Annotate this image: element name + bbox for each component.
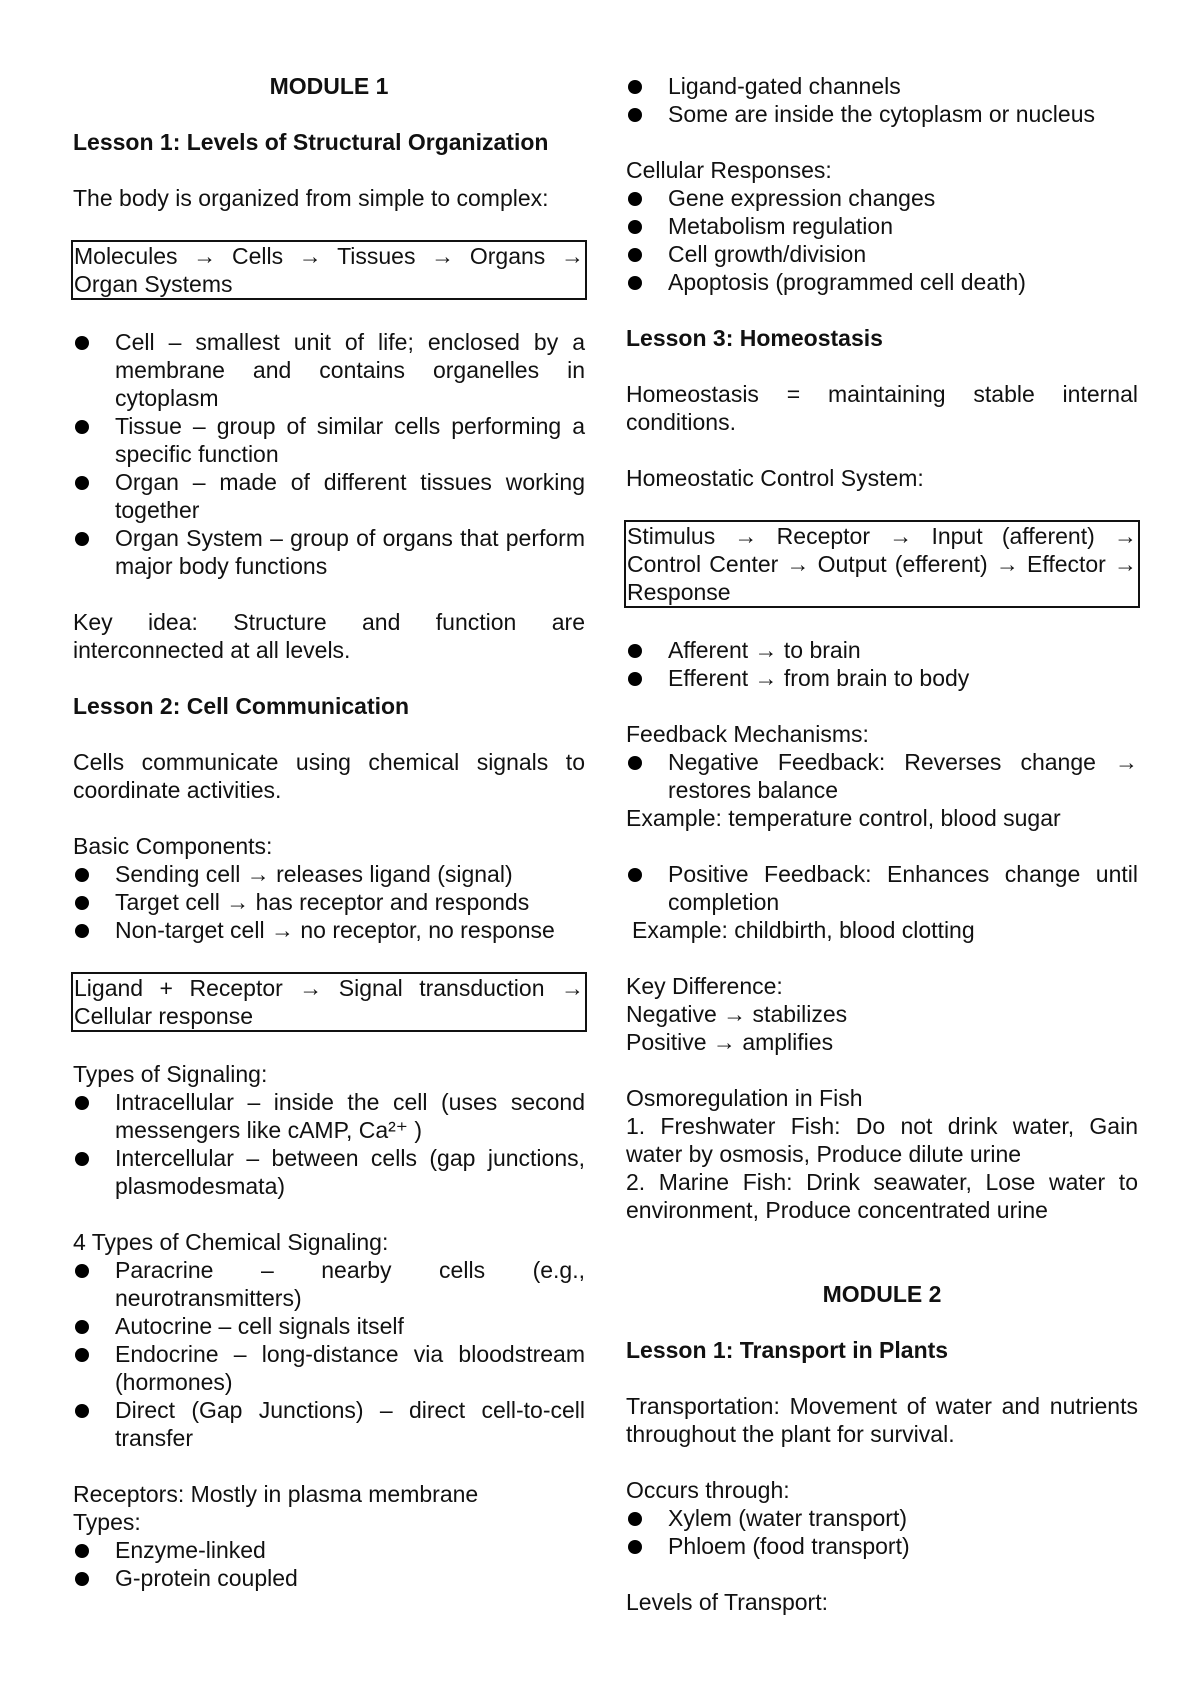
key-difference-positive: Positive → amplifies [626, 1029, 834, 1055]
list-item: Xylem (water transport) [626, 1504, 1138, 1532]
list-item: Sending cell → releases ligand (signal) [73, 860, 585, 888]
list-item: Some are inside the cytoplasm or nucleus [626, 100, 1138, 128]
list-item: Organ – made of different tissues working together [73, 468, 585, 524]
list-item: Afferent → to brain [626, 636, 1138, 664]
module-2-lesson-1-heading: Lesson 1: Transport in Plants [626, 1337, 949, 1363]
receptor-types-list [73, 1536, 585, 1592]
list-item: Tissue – group of similar cells performing a specific function [73, 412, 585, 468]
afferent-efferent-list [626, 636, 1138, 692]
cellular-responses-list [626, 184, 1138, 296]
list-item: Metabolism regulation [626, 212, 1138, 240]
control-system-box: Stimulus → Receptor → Input (afferent) → Control Center → Output (efferent) → Effector → Response [624, 520, 1140, 608]
cellular-responses-label: Cellular Responses: [626, 157, 832, 183]
receptors-line: Receptors: Mostly in plasma membrane [73, 1481, 479, 1507]
feedback-label: Feedback Mechanisms: [626, 721, 869, 747]
osmoregulation-freshwater: 1. Freshwater Fish: Do not drink water, Gain water by osmosis, Produce dilute urine [626, 1113, 1138, 1167]
basic-components-label: Basic Components: [73, 833, 273, 859]
list-item: Non-target cell → no receptor, no response [73, 916, 585, 944]
occurs-through-list [626, 1504, 1138, 1560]
list-item: Target cell → has receptor and responds [73, 888, 585, 916]
occurs-through-label: Occurs through: [626, 1477, 790, 1503]
positive-example: Example: childbirth, blood clotting [632, 917, 975, 943]
signal-transduction-box: Ligand + Receptor → Signal transduction → Cellular response [71, 972, 587, 1032]
chemical-signaling-label: 4 Types of Chemical Signaling: [73, 1229, 389, 1255]
module-2-title: MODULE 2 [822, 1281, 942, 1307]
list-item: Efferent → from brain to body [626, 664, 1138, 692]
receptor-types-label: Types: [73, 1509, 141, 1535]
list-item: Organ System – group of organs that perform major body functions [73, 524, 585, 580]
key-difference-negative: Negative → stabilizes [626, 1001, 848, 1027]
list-item: Direct (Gap Junctions) – direct cell-to-cell transfer [73, 1396, 585, 1452]
module-1-title: MODULE 1 [269, 73, 389, 99]
right-column [626, 72, 1138, 1616]
list-item: Positive Feedback: Enhances change until completion [626, 860, 1138, 916]
levels-of-transport-label: Levels of Transport: [626, 1589, 828, 1615]
list-item: Cell growth/division [626, 240, 1138, 268]
transportation-definition: Transportation: Movement of water and nutrients throughout the plant for survival. [626, 1393, 1138, 1447]
signaling-types-label: Types of Signaling: [73, 1061, 268, 1087]
key-idea-text: Key idea: Structure and function are interconnected at all levels. [73, 609, 585, 663]
organization-list [73, 328, 585, 580]
list-item: Ligand-gated channels [626, 72, 1138, 100]
lesson-1-intro: The body is organized from simple to complex: [73, 185, 549, 211]
list-item: Paracrine – nearby cells (e.g., neurotransmitters) [73, 1256, 585, 1312]
signaling-types-list [73, 1088, 585, 1200]
list-item: G-protein coupled [73, 1564, 585, 1592]
chemical-signaling-list [73, 1256, 585, 1452]
list-item: Autocrine – cell signals itself [73, 1312, 585, 1340]
negative-example: Example: temperature control, blood sugar [626, 805, 1061, 831]
list-item: Phloem (food transport) [626, 1532, 1138, 1560]
lesson-2-heading: Lesson 2: Cell Communication [73, 693, 410, 719]
list-item: Enzyme-linked [73, 1536, 585, 1564]
lesson-3-heading: Lesson 3: Homeostasis [626, 325, 883, 351]
list-item: Intracellular – inside the cell (uses second messengers like cAMP, Ca²⁺ ) [73, 1088, 585, 1144]
osmoregulation-label: Osmoregulation in Fish [626, 1085, 863, 1111]
positive-feedback-list [626, 860, 1138, 916]
list-item: Gene expression changes [626, 184, 1138, 212]
left-column [73, 72, 585, 1592]
receptor-types-list-continued [626, 72, 1138, 128]
lesson-1-heading: Lesson 1: Levels of Structural Organization [73, 129, 549, 155]
basic-components-list [73, 860, 585, 944]
osmoregulation-marine: 2. Marine Fish: Drink seawater, Lose water to environment, Produce concentrated urine [626, 1169, 1138, 1223]
list-item: Apoptosis (programmed cell death) [626, 268, 1138, 296]
lesson-2-intro: Cells communicate using chemical signals to coordinate activities. [73, 749, 585, 803]
negative-feedback-list [626, 748, 1138, 804]
list-item: Endocrine – long-distance via bloodstream (hormones) [73, 1340, 585, 1396]
list-item: Intercellular – between cells (gap junctions, plasmodesmata) [73, 1144, 585, 1200]
list-item: Cell – smallest unit of life; enclosed by a membrane and contains organelles in cytoplasm [73, 328, 585, 412]
list-item: Negative Feedback: Reverses change → restores balance [626, 748, 1138, 804]
organization-levels-box: Molecules → Cells → Tissues → Organs → Organ Systems [71, 240, 587, 300]
control-system-label: Homeostatic Control System: [626, 465, 924, 491]
key-difference-label: Key Difference: [626, 973, 783, 999]
homeostasis-definition: Homeostasis = maintaining stable internal conditions. [626, 381, 1138, 435]
